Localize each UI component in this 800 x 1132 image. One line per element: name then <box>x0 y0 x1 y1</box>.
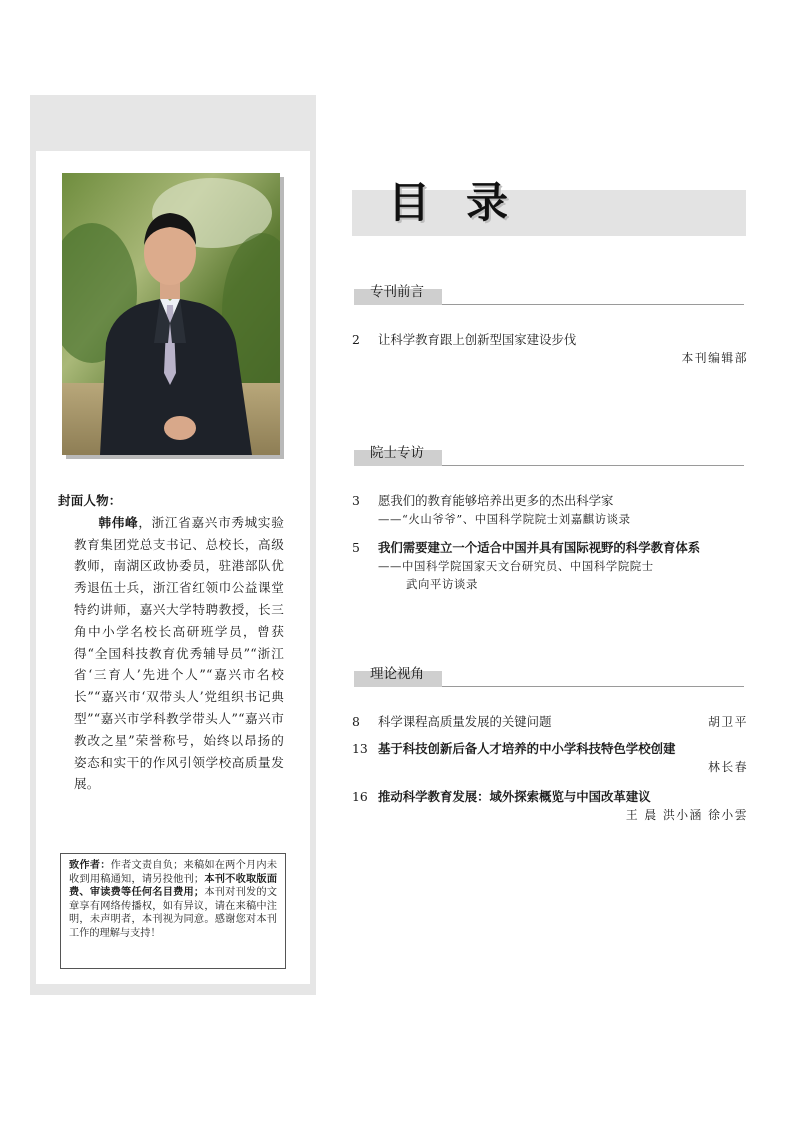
toc-entry[interactable] <box>352 492 748 528</box>
toc-entry-author: 本刊编辑部 <box>681 351 748 365</box>
toc-entry[interactable] <box>352 788 748 824</box>
caption-title: 封面人物： <box>58 493 122 508</box>
toc-entry[interactable] <box>352 740 748 776</box>
toc-title: 目录 <box>388 178 545 227</box>
toc-entry-page: 16 <box>352 789 368 804</box>
cover-person-caption <box>58 490 284 795</box>
toc-entry-title[interactable]: 基于科技创新后备人才培养的中小学科技特色学校创建 <box>378 741 676 756</box>
toc-entry-page: 8 <box>352 714 360 729</box>
toc-entry-title[interactable]: 愿我们的教育能够培养出更多的杰出科学家 <box>378 493 614 508</box>
toc-entry-title[interactable]: 推动科学教育发展：域外探索概览与中国改革建议 <box>378 789 651 804</box>
toc-entry-page: 13 <box>352 741 368 756</box>
section-label: 专刊前言 <box>370 284 424 300</box>
notice-text-1: 作者文责自负；来稿如在两个月内未收到用稿通知，请另投他刊； <box>69 860 278 885</box>
notice-label: 致作者： <box>69 860 111 871</box>
toc-entry-page: 3 <box>352 493 360 508</box>
toc-entry[interactable] <box>352 539 748 593</box>
toc-entry-subtitle: ——中国科学院国家天文台研究员、中国科学院院士 <box>378 559 654 573</box>
cover-portrait-photo <box>62 173 280 455</box>
section-header-preface <box>352 284 744 305</box>
toc-entry-title[interactable]: 我们需要建立一个适合中国并具有国际视野的科学教育体系 <box>378 540 701 555</box>
section-header-interviews <box>352 445 744 466</box>
section-header-theory <box>352 666 744 687</box>
toc-entry-author: 王 晨 洪小涵 徐小雲 <box>625 808 748 822</box>
cover-panel <box>36 151 310 984</box>
toc-entry-author: 林长春 <box>708 760 748 774</box>
author-notice-box <box>60 853 286 969</box>
toc-entry-subtitle-continued: 武向平访谈录 <box>406 577 478 591</box>
notice-bold-text: 本刊不收取版面费、审读费等任何名目费用； <box>69 873 278 899</box>
section-label: 院士专访 <box>370 445 424 461</box>
section-label: 理论视角 <box>370 666 424 682</box>
portrait-illustration <box>62 173 280 455</box>
toc-entry-subtitle: ——“火山爷爷”、中国科学院院士刘嘉麒访谈录 <box>378 512 631 526</box>
toc-entry[interactable] <box>352 713 748 731</box>
toc-entry-title[interactable]: 让科学教育跟上创新型国家建设步伐 <box>378 332 577 347</box>
cover-sidebar <box>30 95 316 995</box>
toc-entry-page: 2 <box>352 332 360 347</box>
toc-entry-title[interactable]: 科学课程高质量发展的关键问题 <box>378 714 552 729</box>
notice-text-2: 本刊对刊发的文章享有网络传播权，如有异议，请在来稿中注明，未声明者，本刊视为同意。感谢您对本刊工作的理解与支持！ <box>69 887 278 939</box>
caption-body <box>58 512 284 795</box>
toc-entry-author: 胡卫平 <box>708 715 748 729</box>
cover-person-name: 韩伟峰 <box>98 514 139 530</box>
toc-entry[interactable] <box>352 331 748 367</box>
toc-entry-page: 5 <box>352 540 360 555</box>
cover-person-description: ，浙江省嘉兴市秀城实验教育集团党总支书记、总校长，高级教师，南湖区政协委员，驻港部队优秀退伍士兵，浙江省红领巾公益课堂特约讲师，嘉兴大学特聘教授，长三角中小学名校长高研班学员，曾获得“全国科技教育优秀辅导员”“浙江省‘三育人’先进个人”“嘉兴市名校长”“嘉兴市‘双带头人’党组织书记典型”“嘉兴市学科教学带头人”“嘉兴市教改之星”荣誉称号，始终以昂扬的姿态和实干的作风引领学校高质量发展。 <box>74 514 285 792</box>
